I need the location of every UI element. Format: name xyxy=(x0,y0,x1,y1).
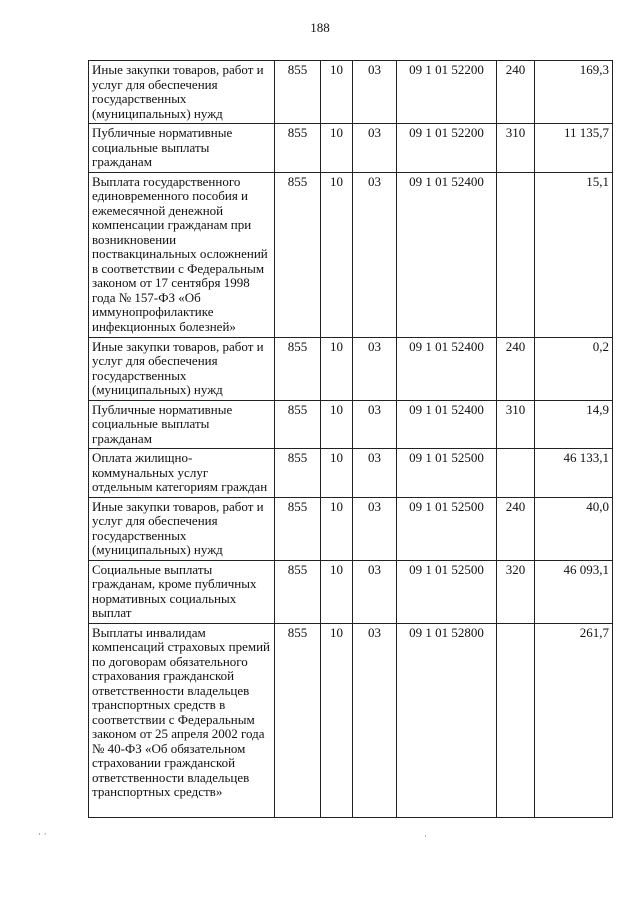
row-target-code: 09 1 01 52400 xyxy=(397,337,497,400)
row-expense-type: 310 xyxy=(497,400,535,449)
row-amount: 0,2 xyxy=(535,337,613,400)
row-admin-code: 855 xyxy=(275,400,321,449)
row-target-code: 09 1 01 52200 xyxy=(397,61,497,124)
budget-table xyxy=(88,60,613,818)
row-expense-type xyxy=(497,623,535,817)
table-row xyxy=(89,497,613,560)
row-admin-code: 855 xyxy=(275,337,321,400)
row-name: Публичные нормативные социальные выплаты гражданам xyxy=(89,400,275,449)
row-name: Публичные нормативные социальные выплаты гражданам xyxy=(89,124,275,173)
row-subsection: 03 xyxy=(353,400,397,449)
row-subsection: 03 xyxy=(353,61,397,124)
row-section: 10 xyxy=(321,623,353,817)
row-subsection: 03 xyxy=(353,497,397,560)
row-expense-type: 240 xyxy=(497,337,535,400)
row-target-code: 09 1 01 52200 xyxy=(397,124,497,173)
row-amount: 169,3 xyxy=(535,61,613,124)
row-subsection: 03 xyxy=(353,337,397,400)
row-name: Социальные выплаты гражданам, кроме публичных нормативных социальных выплат xyxy=(89,560,275,623)
row-name: Выплата государственного единовременного пособия и ежемесячной денежной компенсации гражданам при возникновении поствакцинальных осложнений в соответствии с Федеральным законом от 17 сентября 1998 года № 157-ФЗ «Об иммунопрофилактике инфекционных болезней» xyxy=(89,172,275,337)
scan-speck: · · xyxy=(38,830,47,840)
table-row xyxy=(89,61,613,124)
row-admin-code: 855 xyxy=(275,560,321,623)
row-admin-code: 855 xyxy=(275,172,321,337)
budget-table-body xyxy=(89,61,613,818)
table-row xyxy=(89,124,613,173)
page-number: 188 xyxy=(310,20,330,35)
row-amount: 46 133,1 xyxy=(535,449,613,498)
row-subsection: 03 xyxy=(353,124,397,173)
row-amount: 40,0 xyxy=(535,497,613,560)
row-section: 10 xyxy=(321,400,353,449)
row-section: 10 xyxy=(321,449,353,498)
row-expense-type xyxy=(497,172,535,337)
table-row xyxy=(89,172,613,337)
row-section: 10 xyxy=(321,124,353,173)
row-name: Оплата жилищно-коммунальных услуг отдельным категориям граждан xyxy=(89,449,275,498)
row-target-code: 09 1 01 52500 xyxy=(397,560,497,623)
row-section: 10 xyxy=(321,61,353,124)
row-admin-code: 855 xyxy=(275,497,321,560)
row-admin-code: 855 xyxy=(275,61,321,124)
row-subsection: 03 xyxy=(353,623,397,817)
row-section: 10 xyxy=(321,497,353,560)
table-row xyxy=(89,337,613,400)
row-name: Выплаты инвалидам компенсаций страховых премий по договорам обязательного страхования гражданской ответственности владельцев транспортных средств в соответствии с Федеральным законом от 25 апреля 2002 года № 40-ФЗ «Об обязательном страховании гражданской ответственности владельцев транспортных средств» xyxy=(89,623,275,817)
table-row xyxy=(89,623,613,817)
row-subsection: 03 xyxy=(353,449,397,498)
row-section: 10 xyxy=(321,337,353,400)
row-admin-code: 855 xyxy=(275,449,321,498)
row-expense-type xyxy=(497,449,535,498)
row-admin-code: 855 xyxy=(275,124,321,173)
row-target-code: 09 1 01 52800 xyxy=(397,623,497,817)
row-amount: 15,1 xyxy=(535,172,613,337)
table-row xyxy=(89,400,613,449)
table-row xyxy=(89,560,613,623)
row-name: Иные закупки товаров, работ и услуг для обеспечения государственных (муниципальных) нужд xyxy=(89,337,275,400)
table-row xyxy=(89,449,613,498)
row-target-code: 09 1 01 52500 xyxy=(397,449,497,498)
row-name: Иные закупки товаров, работ и услуг для обеспечения государственных (муниципальных) нужд xyxy=(89,497,275,560)
row-subsection: 03 xyxy=(353,560,397,623)
row-amount: 46 093,1 xyxy=(535,560,613,623)
row-expense-type: 310 xyxy=(497,124,535,173)
row-amount: 11 135,7 xyxy=(535,124,613,173)
row-section: 10 xyxy=(321,560,353,623)
row-expense-type: 240 xyxy=(497,61,535,124)
row-section: 10 xyxy=(321,172,353,337)
row-admin-code: 855 xyxy=(275,623,321,817)
row-name: Иные закупки товаров, работ и услуг для обеспечения государственных (муниципальных) нужд xyxy=(89,61,275,124)
row-subsection: 03 xyxy=(353,172,397,337)
row-expense-type: 320 xyxy=(497,560,535,623)
row-amount: 14,9 xyxy=(535,400,613,449)
row-target-code: 09 1 01 52400 xyxy=(397,172,497,337)
row-expense-type: 240 xyxy=(497,497,535,560)
row-target-code: 09 1 01 52400 xyxy=(397,400,497,449)
scan-speck: · xyxy=(424,832,427,842)
row-amount: 261,7 xyxy=(535,623,613,817)
row-target-code: 09 1 01 52500 xyxy=(397,497,497,560)
